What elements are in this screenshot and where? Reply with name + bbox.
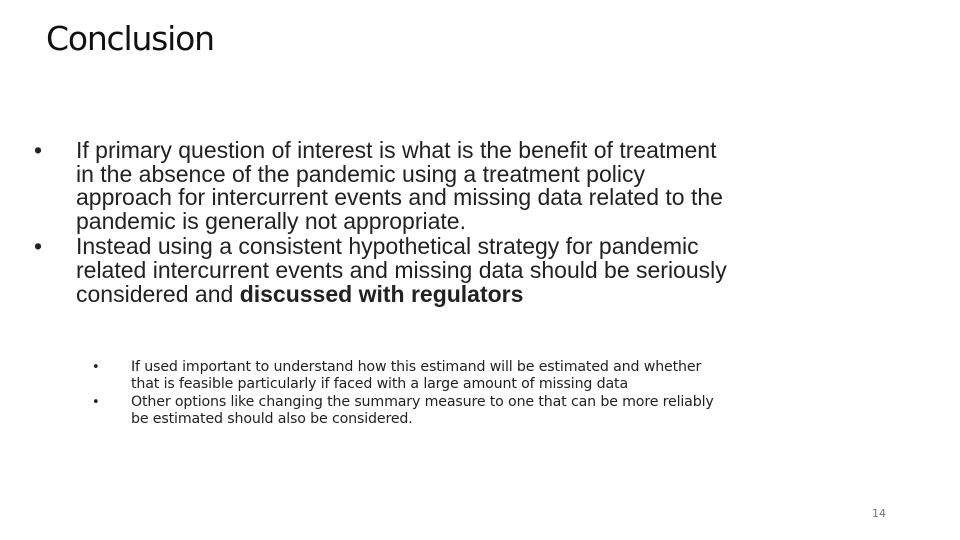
subbullet-text: If used important to understand how this estimand will be estimated and whether that is feasible particularly if faced with a large amount of missing data: [131, 359, 702, 393]
bullet-marker: •: [34, 137, 43, 163]
subbullet-item: [90, 394, 730, 429]
bullet-text: If primary question of interest is what is the benefit of treatment in the absence of the pandemic using a treatment policy approach for intercurrent events and missing data related to the pandemic is generally not appropriate.: [76, 137, 723, 234]
bullet-marker: •: [34, 233, 43, 260]
slide-title: Conclusion: [46, 19, 214, 58]
bullet-item: [34, 139, 734, 233]
subbullet-list: [90, 359, 730, 429]
bullet-text-bold: discussed with regulators: [239, 280, 524, 307]
subbullet-marker: •: [92, 360, 100, 375]
subbullet-text: Other options like changing the summary measure to one that can be more reliably be estimated should also be considered.: [131, 393, 714, 428]
bullet-text: [76, 233, 727, 306]
bullet-item: [34, 235, 734, 306]
subbullet-item: [90, 359, 730, 394]
page-number: 14: [872, 507, 886, 520]
bullet-list: [34, 139, 734, 308]
subbullet-marker: •: [92, 394, 100, 410]
bullet-text-plain: Instead using a consistent hypothetical strategy for pandemic related intercurrent events and missing data should be seriously considered and: [76, 233, 727, 307]
